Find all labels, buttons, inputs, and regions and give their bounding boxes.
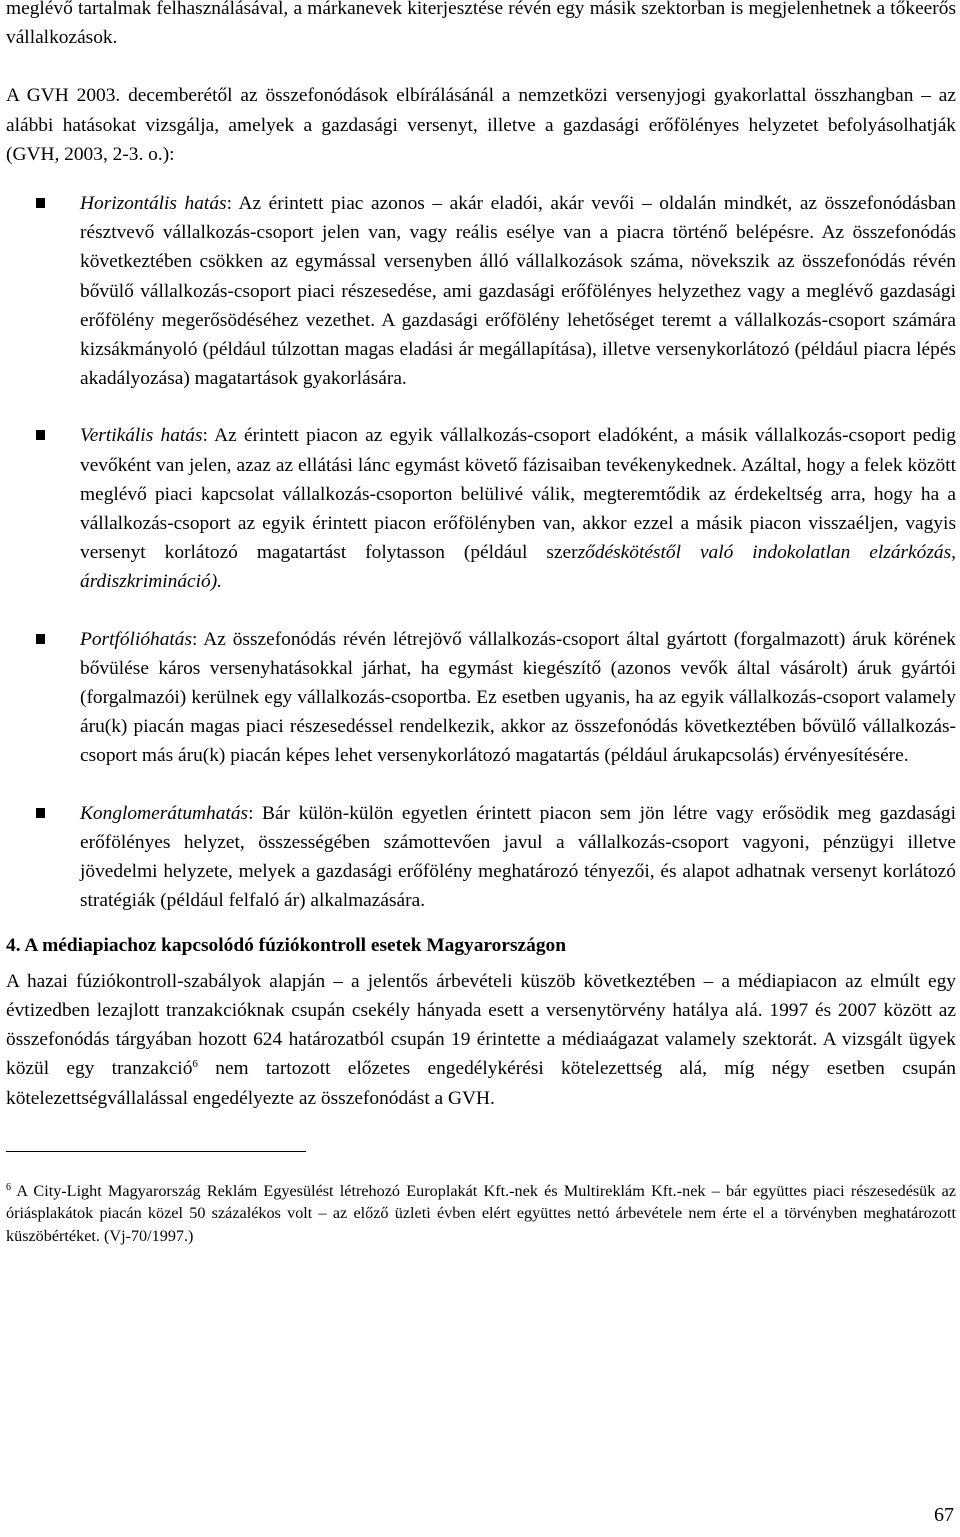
list-item-vertical [6, 421, 956, 596]
list-item-italic-tail: ződéskötéstől való indokolatlan elzárkózás, árdiszkrimináció). [80, 542, 956, 593]
list-item-term: Portfólióhatás [80, 628, 193, 650]
list-item-horizontal [6, 189, 956, 393]
list-item-text: : Az összefonódás révén létrejövő vállalkozás-csoport által gyártott (forgalmazott) áruk körének bővülése káros versenyhatásokkal járhat, ha egymást kiegészítő (azonos vevők által vásárolt) áruk gyártói (forgalmazói) kerülnek egy vállalkozás-csoportba. Ez esetben ugyanis, ha az egyik vállalkozás-csoport valamely áru(k) piacán magas piaci részesedéssel rendelkezik, akkor az összefonódás következtében bővülő vállalkozás-csoport más áru(k) piacán képes lehet versenykorlátozó magatartás (például árukapcsolás) érvényesítésére. [80, 628, 956, 767]
intro-paragraph: meglévő tartalmak felhasználásával, a márkanevek kiterjesztése révén egy másik szektorban is megjelenhetnek a tőkeerős vállalkozások. [6, 0, 956, 49]
square-bullet-icon [36, 198, 45, 208]
media-paragraph-text-cont: nem tartozott előzetes engedélykérési kötelezettség alá, míg négy esetben csupán kötelezettségvállalással engedélyezte az összefonódást a GVH. [6, 1058, 956, 1109]
gvh-paragraph: A GVH 2003. decemberétől az összefonódások elbírálásánál a nemzetközi versenyjogi gyakorlattal összhangban ‒ az alábbi hatásokat vizsgálja, amelyek a gazdasági versenyt, illetve a gazdasági erőfölényes helyzetet befolyásolhatják (GVH, 2003, 2-3. o.): [6, 85, 956, 165]
square-bullet-icon [36, 808, 45, 818]
list-item-text: : Bár külön-külön egyetlen érintett piacon sem jön létre vagy erősödik meg gazdasági erőfölényes helyzet, összességében számottevően javul a vállalkozás-csoport vagyoni, pénzügyi illetve jövedelmi helyzete, melyek a gazdasági erőfölény meghatározó tényezői, és alapot adhatnak versenyt korlátozó stratégiák (például felfaló ár) alkalmazására. [80, 802, 956, 912]
list-item-conglomerate [6, 799, 956, 916]
footnote-marker: 6 [6, 1181, 11, 1193]
footnote-text: A City-Light Magyarország Reklám Egyesülést létrehozó Europlakát Kft.-nek és Multireklám Kft.-nek ‒ bár együttes piaci részesedésük az óriásplakátok piacán közel 50 százalékos volt ‒ az előző üzleti évben elért együttes nettó árbevétele nem érte el a törvényben meghatározott küszöbértéket. (Vj-70/1997.) [6, 1181, 956, 1245]
effects-list [6, 189, 956, 915]
section-heading: 4. A médiapiachoz kapcsolódó fúziókontroll esetek Magyarországon [6, 935, 566, 957]
media-paragraph [6, 967, 956, 1113]
list-item-term: Horizontális hatás [80, 193, 227, 215]
page-number: 67 [934, 1504, 954, 1526]
list-item-term: Vertikális hatás [80, 425, 203, 447]
square-bullet-icon [36, 430, 45, 440]
footnote-divider [6, 1151, 306, 1152]
list-item-text: : Az érintett piac azonos ‒ akár eladói, akár vevői ‒ oldalán mindkét, az összefonódásban résztvevő vállalkozás-csoport jelen van, vagy reális esélye van a piacra történő belépésre. Az összefonódás következtében csökken az egymással versenyben álló vállalkozások száma, növekszik az összefonódás révén bővülő vállalkozás-csoport piaci részesedése, ami gazdasági erőfölényes helyzethez vagy a meglévő gazdasági erőfölény megerősödéséhez vezethet. A gazdasági erőfölény lehetőséget teremt a vállalkozás-csoport számára kizsákmányoló (például túlzottan magas eladási ár megállapítása), illetve versenykorlátozó (például piacra lépés akadályozása) magatartások gyakorlására. [80, 193, 956, 390]
list-item-portfolio [6, 625, 956, 771]
document-page [6, 0, 956, 1247]
media-paragraph-text: A hazai fúziókontroll-szabályok alapján ‒ a jelentős árbevételi küszöb következtében ‒ a médiapiacon az elmúlt egy évtizedben lezajlott tranzakcióknak csupán csekély hányada esett a versenytörvény hatálya alá. 1997 és 2007 között az összefonódás tárgyában hozott 624 határozatból csupán 19 érintette a médiaágazat valamely szektorát. A vizsgált ügyek közül egy tranzakció [6, 970, 956, 1080]
footnote-reference[interactable]: 6 [192, 1058, 198, 1071]
footnote [6, 1180, 956, 1248]
square-bullet-icon [36, 634, 45, 644]
list-item-term: Konglomerátumhatás [80, 802, 249, 824]
list-item-text: : Az érintett piacon az egyik vállalkozás-csoport eladóként, a másik vállalkozás-csoport pedig vevőként van jelen, azaz az ellátási lánc egymást követő fázisaiban tevékenykednek. Azáltal, hogy a felek között meglévő piaci kapcsolat vállalkozás-csoporton belülivé válik, megteremtődik az érdekeltség arra, hogy ha a vállalkozás-csoport az egyik érintett piacon erőfölényben van, akkor ezzel a másik piacon visszaéljen, vagyis versenyt korlátozó magatartást folytasson (például szer [80, 425, 956, 564]
